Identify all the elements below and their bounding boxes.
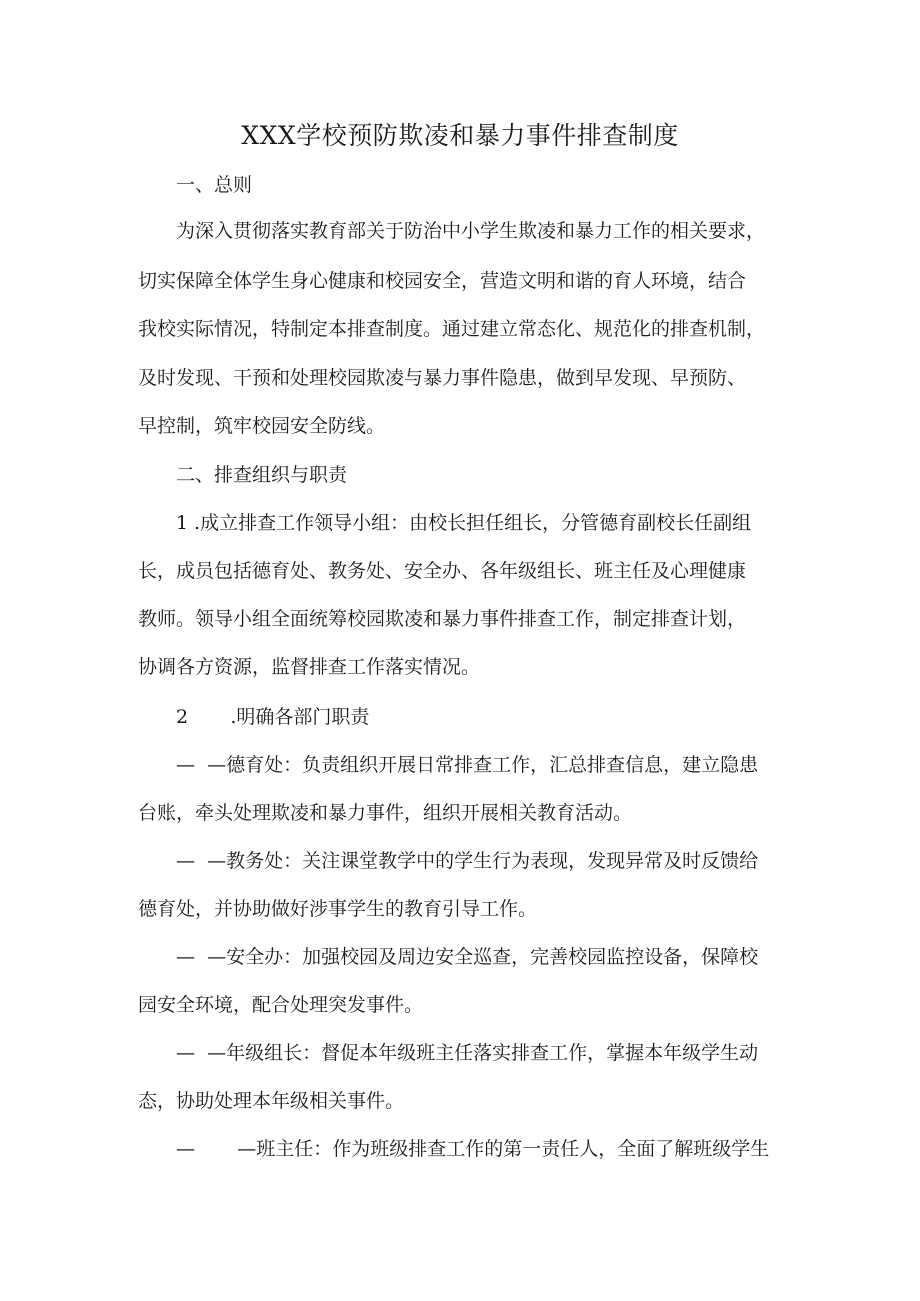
paragraph-line: 协调各方资源，监督排查工作落实情况。 (138, 656, 481, 678)
list-item-moral-office: — —德育处：负责组织开展日常排查工作，汇总排查信息，建立隐患 (176, 754, 759, 776)
paragraph-line: 为深入贯彻落实教育部关于防治中小学生欺凌和暴力工作的相关要求， (176, 220, 766, 242)
subsection-heading-duties: 2 .明确各部门职责 (176, 706, 370, 728)
paragraph-line: 早控制，筑牢校园安全防线。 (138, 415, 386, 437)
section-heading-organization: 二、排查组织与职责 (176, 464, 348, 486)
paragraph-line: 长，成员包括德育处、教务处、安全办、各年级组长、班主任及心理健康 (138, 560, 747, 582)
paragraph-line: 教师。领导小组全面统筹校园欺凌和暴力事件排查工作，制定排查计划， (138, 608, 747, 630)
document-title: XXX学校预防欺凌和暴力事件排查制度 (241, 121, 679, 150)
paragraph-line: 1 .成立排查工作领导小组：由校长担任组长，分管德育副校长任副组 (176, 512, 752, 534)
section-heading-general: 一、总则 (176, 174, 253, 196)
paragraph-line: 及时发现、干预和处理校园欺凌与暴力事件隐患，做到早发现、早预防、 (138, 367, 747, 389)
list-item-class-teacher: — —班主任：作为班级排查工作的第一责任人，全面了解班级学生 (176, 1138, 770, 1160)
paragraph-line: 园安全环境，配合处理突发事件。 (138, 994, 424, 1016)
list-item-grade-leader: — —年级组长：督促本年级班主任落实排查工作，掌握本年级学生动 (176, 1042, 759, 1064)
paragraph-line: 台账，牵头处理欺凌和暴力事件，组织开展相关教育活动。 (138, 802, 633, 824)
list-item-academic-office: — —教务处：关注课堂教学中的学生行为表现，发现异常及时反馈给 (176, 850, 759, 872)
list-item-safety-office: — —安全办：加强校园及周边安全巡查，完善校园监控设备，保障校 (176, 946, 759, 968)
paragraph-line: 我校实际情况，特制定本排查制度。通过建立常态化、规范化的排查机制， (138, 318, 766, 340)
paragraph-line: 切实保障全体学生身心健康和校园安全，营造文明和谐的育人环境，结合 (138, 270, 747, 292)
paragraph-line: 态，协助处理本年级相关事件。 (138, 1090, 405, 1112)
paragraph-line: 德育处，并协助做好涉事学生的教育引导工作。 (138, 898, 538, 920)
